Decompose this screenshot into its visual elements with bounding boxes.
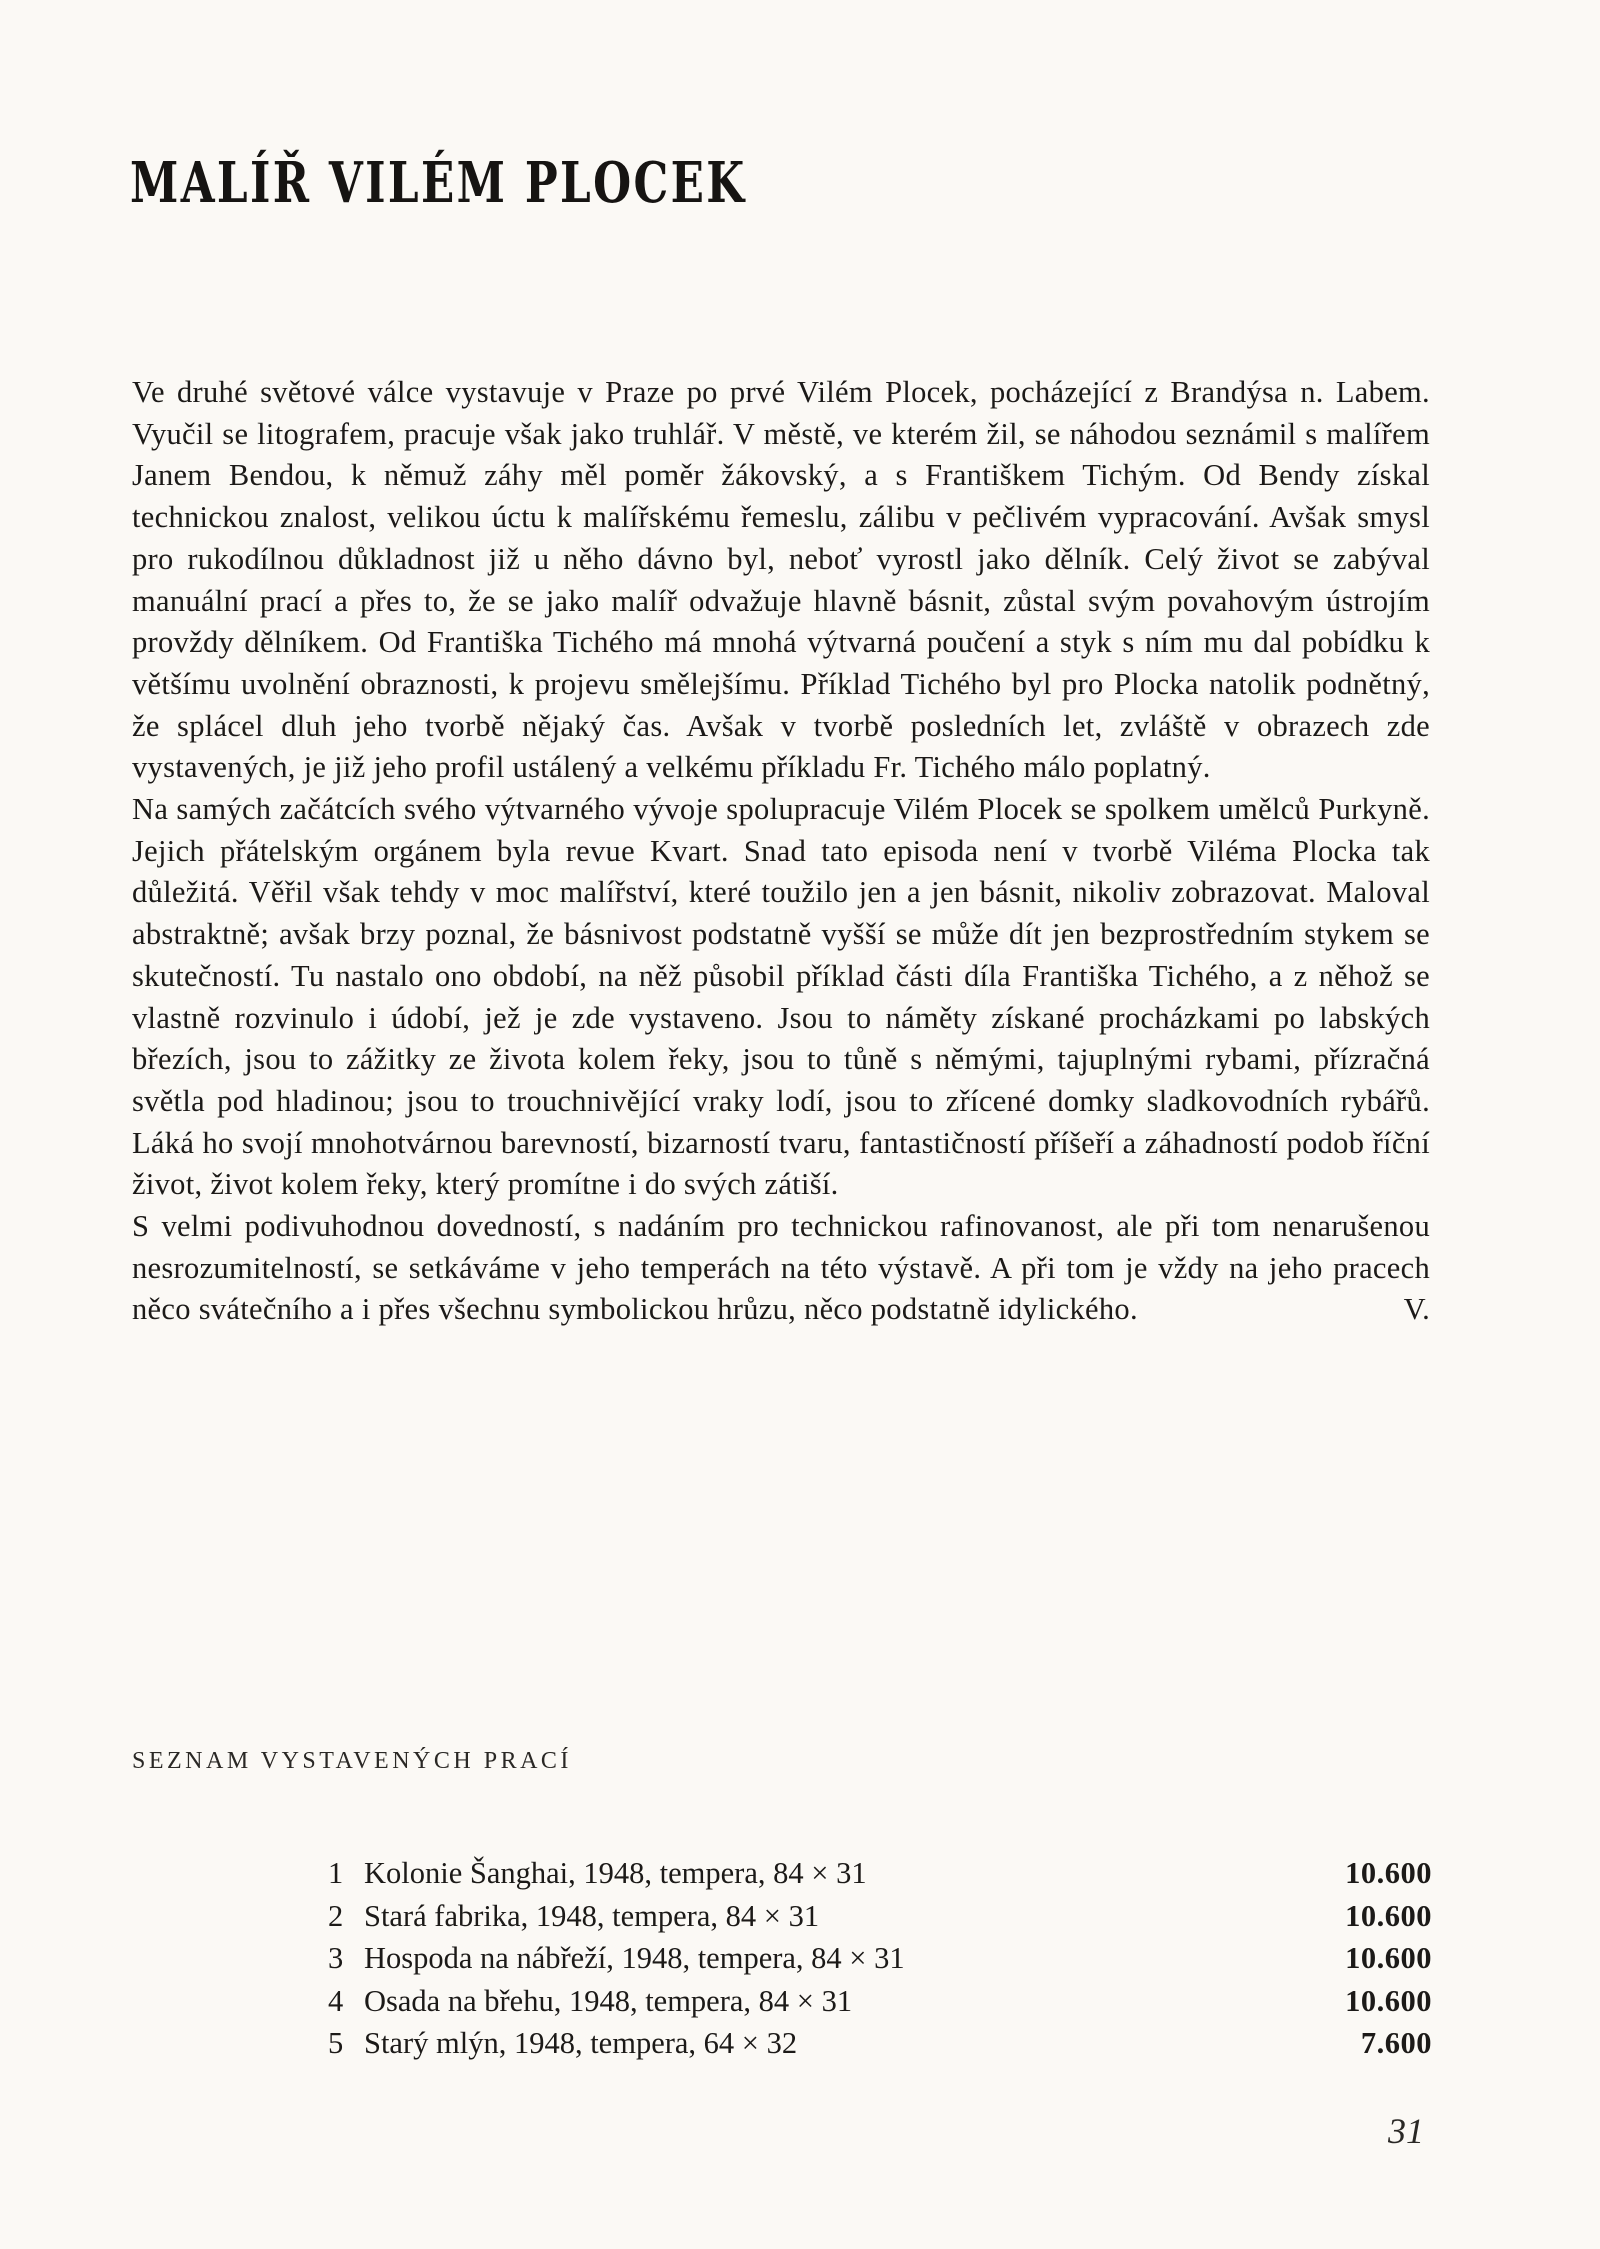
author-signature: V.: [1403, 1292, 1430, 1327]
work-number: 3: [328, 1941, 344, 1975]
paragraph-1: Ve druhé světové válce vystavuje v Praze po prvé Vilém Plocek, pocházející z Brandýsa n. Labem. Vyučil se litografem, pracuje však jako truhlář. V městě, ve kterém žil, se náhodou seznámil s malířem Janem Bendou, k němuž záhy měl poměr žákovský, a s Františkem Tichým. Od Bendy získal technickou znalost, velikou úctu k malířskému řemeslu, zálibu v pečlivém vypracování. Avšak smysl pro rukodílnou důkladnost již u něho dávno byl, neboť vyrostl jako dělník. Celý život se zabýval manuální prací a přes to, že se jako malíř odvažuje hlavně básnit, zůstal svým povahovým ústrojím provždy dělníkem. Od Františka Tichého má mnohá výtvarná poučení a styk s ním mu dal pobídku k většímu uvolnění obraznosti, k projevu smělejšímu. Příklad Tichého byl pro Plocka natolik podnětný, že splácel dluh jeho tvorbě nějaký čas. Avšak v tvorbě posledních let, zvláště v obrazech zde vystavených, je již jeho profil ustálený a velkému příkladu Fr. Tichého málo poplatný.: [132, 375, 1430, 785]
work-title: Hospoda na nábřeží, 1948, tempera, 84 × 31: [364, 1941, 905, 1975]
article-body: [132, 372, 1430, 1331]
work-title: Stará fabrika, 1948, tempera, 84 × 31: [364, 1898, 820, 1933]
paragraph-2: Na samých začátcích svého výtvarného vývoje spolupracuje Vilém Plocek se spolkem umělců Purkyně. Jejich přátelským orgánem byla revue Kvart. Snad tato episoda není v tvorbě Viléma Plocka tak důležitá. Věřil však tehdy v moc malířství, které toužilo jen a jen básnit, nikoliv zobrazovat. Maloval abstraktně; avšak brzy poznal, že básnivost podstatně vyšší se může dít jen bezprostředním stykem se skutečností. Tu nastalo ono období, na něž působil příklad části díla Františka Tichého, a z něhož se vlastně rozvinulo i údobí, jež je zde vystaveno. Jsou to náměty získané procházkami po labských březích, jsou to zážitky ze života kolem řeky, jsou to tůně s němými, tajuplnými rybami, přízračná světla pod hladinou; jsou to trouchnivějící vraky lodí, jsou to zřícené domky sladkovodních rybářů. Láká ho svojí mnohotvárnou barevností, bizarností tvaru, fantastičností příšeří a záhadností podob říční život, život kolem řeky, který promítne i do svých zátiší.: [132, 792, 1430, 1202]
work-number: 1: [328, 1856, 344, 1890]
work-price: 10.600: [1345, 1983, 1432, 2018]
work-title: Osada na břehu, 1948, tempera, 84 × 31: [364, 1983, 853, 2018]
work-item: [328, 1937, 1432, 1980]
work-item: [328, 1895, 1432, 1938]
closing-paragraph-block: [132, 1206, 1430, 1331]
page-number: 31: [1388, 2111, 1424, 2151]
work-price: 7.600: [1360, 2026, 1432, 2060]
work-title: Kolonie Šanghai, 1948, tempera, 84 × 31: [364, 1856, 867, 1890]
work-number: 2: [328, 1898, 344, 1933]
work-number: 4: [328, 1983, 344, 2018]
work-price: 10.600: [1345, 1898, 1432, 1933]
paragraph-3: S velmi podivuhodnou dovedností, s nadáním pro technickou rafinovanost, ale při tom nenarušenou nesrozumitelností, se setkáváme v jeho temperách na této výstavě. A při tom je vždy na jeho pracech něco svátečního a i přes všechnu symbolickou hrůzu, něco podstatně idylického.: [132, 1209, 1430, 1327]
work-number: 5: [328, 2026, 344, 2060]
work-item: [328, 1852, 1432, 1895]
works-list: [328, 1852, 1432, 2065]
work-item: [328, 2022, 1432, 2065]
work-price: 10.600: [1345, 1941, 1432, 1975]
work-title: Starý mlýn, 1948, tempera, 64 × 32: [364, 2026, 798, 2060]
page-title: MALÍŘ VILÉM PLOCEK: [130, 150, 747, 216]
work-price: 10.600: [1345, 1856, 1432, 1890]
work-item: [328, 1980, 1432, 2023]
works-list-heading: SEZNAM VYSTAVENÝCH PRACÍ: [132, 1748, 572, 1774]
